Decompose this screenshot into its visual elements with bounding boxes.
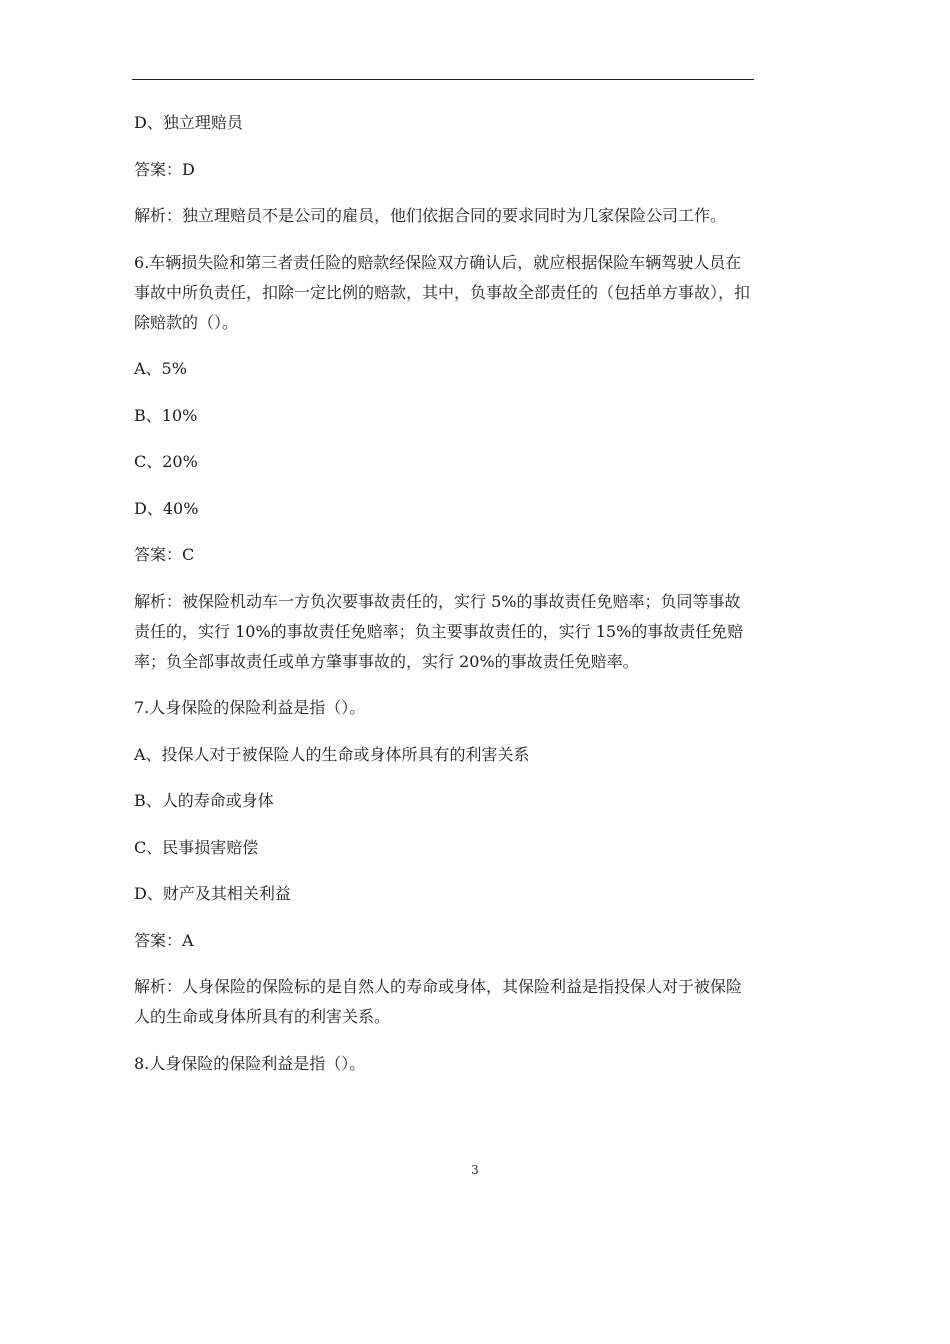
option-c: C、20% [134, 452, 198, 471]
explanation: 解析：独立理赔员不是公司的雇员，他们依据合同的要求同时为几家保险公司工作。 [134, 206, 727, 225]
option-c: C、民事损害赔偿 [134, 837, 259, 857]
question-8: 8.人身保险的保险利益是指（）。 [134, 1053, 366, 1073]
document-body [134, 108, 754, 1095]
option-d: D、财产及其相关利益 [134, 884, 291, 903]
option-a: A、投保人对于被保险人的生命或身体所具有的利害关系 [134, 744, 530, 764]
explanation: 解析：人身保险的保险标的是自然人的寿命或身体，其保险利益是指投保人对于被保险人的生命或身体所具有的利害关系。 [134, 977, 743, 1026]
explanation: 解析：被保险机动车一方负次要事故责任的，实行 5%的事故责任免赔率；负同等事故责任的，实行 10%的事故责任免赔率；负主要事故责任的，实行 15%的事故责任免赔率；负全部事故责任或单方肇事事故的，实行 20%的事故责任免赔率。 [134, 591, 744, 671]
header-rule [132, 79, 754, 80]
question-6: 6.车辆损失险和第三者责任险的赔款经保险双方确认后，就应根据保险车辆驾驶人员在事故中所负责任，扣除一定比例的赔款，其中，负事故全部责任的（包括单方事故），扣除赔款的（）。 [134, 252, 751, 332]
option-d: D、40% [134, 498, 199, 518]
option-b: B、10% [134, 405, 198, 425]
option-a: A、5% [134, 359, 187, 378]
page-number: 3 [471, 1163, 479, 1177]
option-d: D、独立理赔员 [134, 113, 243, 132]
question-7: 7.人身保险的保险利益是指（）。 [134, 698, 366, 717]
answer: 答案：A [134, 930, 194, 950]
option-b: B、人的寿命或身体 [134, 791, 274, 810]
answer: 答案：D [134, 159, 195, 179]
answer: 答案：C [134, 545, 195, 564]
